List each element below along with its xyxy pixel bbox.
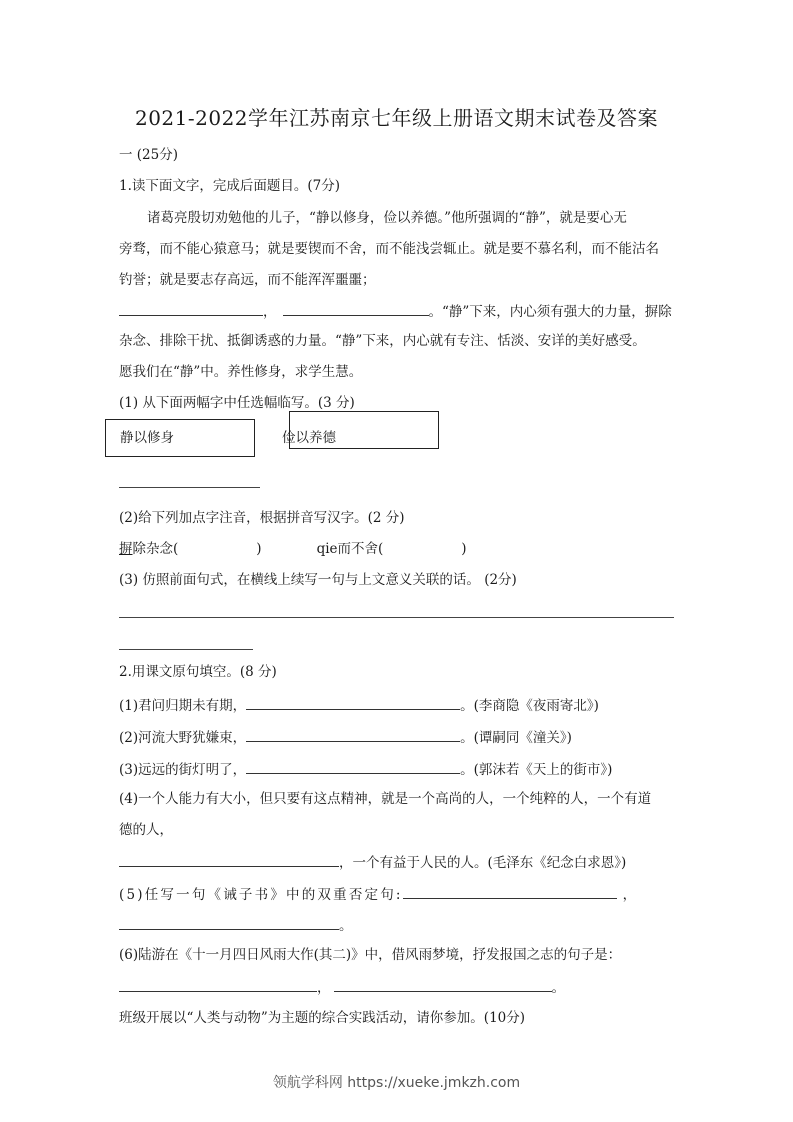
subquestion-3: (3) 仿照前面句式，在横线上续写一句与上文意义关联的话。 (2分) xyxy=(119,572,517,588)
subquestion-2: (2)给下列加点字注音，根据拼音写汉字。(2 分) xyxy=(119,510,405,526)
calligraphy-box-2-label: 俭以养德 xyxy=(282,430,336,446)
fill-item-6-line-2: ， 。 xyxy=(119,978,565,996)
fill-item-2: (2)河流大野犹嫌束， 。(谭嗣同《潼关》) xyxy=(119,730,572,746)
subquestion-2-items: 摒除杂念( ) qie而不舍( ) xyxy=(119,541,467,557)
fill-blank[interactable] xyxy=(334,978,552,992)
fill-blank[interactable] xyxy=(246,728,460,742)
question-1-heading: 1.读下面文字，完成后面题目。(7分) xyxy=(119,178,341,194)
passage-line-4: ， 。“静”下来，内心须有强大的力量，摒除 xyxy=(119,302,672,320)
fill-item-1: (1)君问归期未有期， 。(李商隐《夜雨寄北》) xyxy=(119,698,599,714)
fill-item-6: (6)陆游在《十一月四日风雨大作(其二)》中，借风雨梦境，抒发报国之志的句子是： xyxy=(119,947,622,963)
calligraphy-box-1-label: 静以修身 xyxy=(120,430,174,446)
fill-blank[interactable] xyxy=(119,302,263,316)
fill-blank[interactable] xyxy=(246,696,460,710)
passage-line-1: 诸葛亮殷切劝勉他的儿子，“静以修身，俭以养德。”他所强调的“静”，就是要心无 xyxy=(147,210,627,226)
answer-line[interactable] xyxy=(119,617,674,618)
fill-blank[interactable] xyxy=(119,978,317,992)
fill-blank[interactable] xyxy=(246,760,460,774)
passage-line-2: 旁骛，而不能心猿意马；就是要锲而不舍，而不能浅尝辄止。就是要不慕名利，而不能沽名 xyxy=(119,241,659,257)
pinyin-item-2: qie而不舍( xyxy=(316,541,384,557)
passage-line-6: 愿我们在“静”中。养性修身，求学生慧。 xyxy=(119,364,363,380)
fill-blank[interactable] xyxy=(119,853,339,867)
fill-item-5: (5)任写一句《诫子书》中的双重否定句: ， xyxy=(119,887,639,903)
fill-item-4-line-2: 德的人， xyxy=(119,822,173,838)
footer-watermark: 领航学科网 https://xueke.jmkzh.com xyxy=(272,1075,521,1091)
passage-line-4-tail: 。“静”下来，内心须有强大的力量，摒除 xyxy=(428,304,672,320)
fill-blank[interactable] xyxy=(283,302,429,316)
document-title: 2021-2022学年江苏南京七年级上册语文期末试卷及答案 xyxy=(134,106,659,130)
subquestion-1: (1) 从下面两幅字中任选幅临写。(3 分) xyxy=(119,395,355,411)
question-2-heading: 2.用课文原句填空。(8 分) xyxy=(119,664,277,680)
fill-blank[interactable] xyxy=(119,916,339,930)
passage-line-3: 钓誉；就是要志存高远，而不能浑浑噩噩； xyxy=(119,272,376,288)
fill-item-4-line-3: ，一个有益于人民的人。(毛泽东《纪念白求恩》) xyxy=(119,853,626,871)
fill-item-3: (3)远远的街灯明了， 。(郭沫若《天上的街市》) xyxy=(119,762,613,778)
passage-line-5: 杂念、排除干扰、抵御诱惑的力量。“静”下来，内心就有专注、恬淡、安详的美好感受。 xyxy=(119,333,646,349)
fill-item-5-line-2: 。 xyxy=(119,916,353,934)
section-heading: 一 (25分) xyxy=(119,147,179,163)
answer-line[interactable] xyxy=(119,649,253,650)
answer-line[interactable] xyxy=(119,487,260,488)
fill-item-4-line-1: (4)一个人能力有大小，但只要有这点精神，就是一个高尚的人，一个纯粹的人，一个有道 xyxy=(119,791,652,807)
dotted-char: 摒 xyxy=(119,541,133,557)
activity-heading: 班级开展以“人类与动物”为主题的综合实践活动，请你参加。(10分) xyxy=(119,1010,526,1026)
fill-blank[interactable] xyxy=(403,885,617,899)
